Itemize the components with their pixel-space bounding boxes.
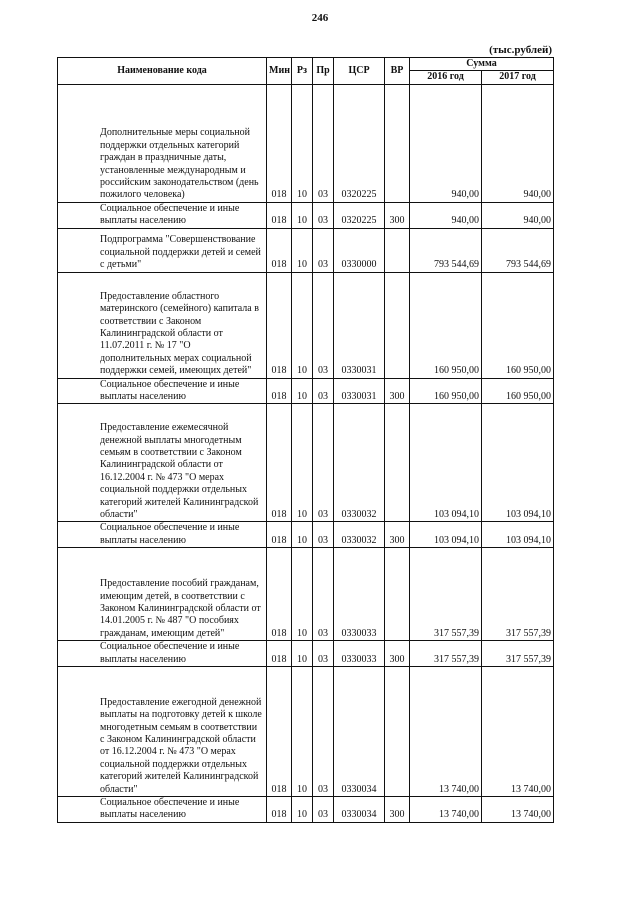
row-csr: 0330033 <box>334 548 385 641</box>
row-csr: 0330032 <box>334 522 385 548</box>
row-pr: 03 <box>313 202 334 228</box>
row-rz: 10 <box>292 404 313 522</box>
row-name: Социальное обеспечение и иные выплаты населению <box>58 202 267 228</box>
row-2017: 13 740,00 <box>482 797 554 823</box>
table-row <box>58 797 554 823</box>
header-2016: 2016 год <box>410 71 482 84</box>
row-rz: 10 <box>292 272 313 378</box>
row-name: Социальное обеспечение и иные выплаты населению <box>58 522 267 548</box>
row-pr: 03 <box>313 667 334 797</box>
row-min: 018 <box>267 202 292 228</box>
row-name: Дополнительные меры социальной поддержки отдельных категорий граждан в праздничные даты, установленные международным и российским законодательством (день пожилого человека) <box>58 84 267 202</box>
row-pr: 03 <box>313 404 334 522</box>
row-2017: 160 950,00 <box>482 272 554 378</box>
row-2017: 103 094,10 <box>482 522 554 548</box>
row-2017: 793 544,69 <box>482 228 554 272</box>
row-2017: 160 950,00 <box>482 378 554 404</box>
header-2017: 2017 год <box>482 71 554 84</box>
row-2017: 317 557,39 <box>482 641 554 667</box>
row-csr: 0330031 <box>334 378 385 404</box>
row-vr <box>385 548 410 641</box>
row-min: 018 <box>267 797 292 823</box>
row-pr: 03 <box>313 272 334 378</box>
row-name: Предоставление пособий гражданам, имеющим детей, в соответствии с Законом Калининградской области от 14.01.2005 г. № 487 "О пособиях гражданам, имеющим детей" <box>58 548 267 641</box>
row-vr <box>385 272 410 378</box>
row-2016: 13 740,00 <box>410 797 482 823</box>
row-2017: 103 094,10 <box>482 404 554 522</box>
row-min: 018 <box>267 378 292 404</box>
row-pr: 03 <box>313 548 334 641</box>
row-vr: 300 <box>385 378 410 404</box>
header-pr: Пр <box>313 58 334 85</box>
row-rz: 10 <box>292 667 313 797</box>
row-pr: 03 <box>313 797 334 823</box>
row-2017: 940,00 <box>482 202 554 228</box>
page-number: 246 <box>311 12 329 24</box>
row-2017: 940,00 <box>482 84 554 202</box>
table-row <box>58 667 554 797</box>
row-rz: 10 <box>292 641 313 667</box>
row-2017: 13 740,00 <box>482 667 554 797</box>
table-row <box>58 378 554 404</box>
row-csr: 0330032 <box>334 404 385 522</box>
table-row <box>58 522 554 548</box>
row-vr <box>385 84 410 202</box>
row-pr: 03 <box>313 522 334 548</box>
header-min: Мин <box>267 58 292 85</box>
row-name: Социальное обеспечение и иные выплаты населению <box>58 641 267 667</box>
row-vr: 300 <box>385 522 410 548</box>
row-rz: 10 <box>292 228 313 272</box>
row-name: Подпрограмма "Совершенствование социальной поддержки детей и семей с детьми" <box>58 228 267 272</box>
table-row <box>58 84 554 202</box>
row-name: Предоставление ежегодной денежной выплаты на подготовку детей к школе многодетным семьям в соответствии с Законом Калининградской области от 16.12.2004 г. № 473 "О мерах социальной поддержки отдельных категорий жителей Калининградской области" <box>58 667 267 797</box>
row-rz: 10 <box>292 797 313 823</box>
row-2016: 160 950,00 <box>410 272 482 378</box>
row-csr: 0330034 <box>334 797 385 823</box>
header-rz: Рз <box>292 58 313 85</box>
row-2016: 940,00 <box>410 84 482 202</box>
row-min: 018 <box>267 404 292 522</box>
table-row <box>58 202 554 228</box>
row-name: Социальное обеспечение и иные выплаты населению <box>58 378 267 404</box>
row-csr: 0330000 <box>334 228 385 272</box>
row-2016: 317 557,39 <box>410 548 482 641</box>
row-csr: 0320225 <box>334 202 385 228</box>
row-csr: 0330034 <box>334 667 385 797</box>
table-row <box>58 641 554 667</box>
row-vr: 300 <box>385 202 410 228</box>
row-rz: 10 <box>292 522 313 548</box>
row-2016: 160 950,00 <box>410 378 482 404</box>
row-name: Социальное обеспечение и иные выплаты населению <box>58 797 267 823</box>
row-2016: 13 740,00 <box>410 667 482 797</box>
row-vr <box>385 404 410 522</box>
table-row <box>58 548 554 641</box>
row-pr: 03 <box>313 84 334 202</box>
row-csr: 0330031 <box>334 272 385 378</box>
row-rz: 10 <box>292 548 313 641</box>
row-csr: 0330033 <box>334 641 385 667</box>
row-2016: 103 094,10 <box>410 404 482 522</box>
row-min: 018 <box>267 641 292 667</box>
row-vr <box>385 667 410 797</box>
row-min: 018 <box>267 228 292 272</box>
row-name: Предоставление областного материнского (семейного) капитала в соответствии с Законом Калининградской области от 11.07.2011 г. № 17 "О дополнительных мерах социальной поддержки семей, имеющих детей" <box>58 272 267 378</box>
row-min: 018 <box>267 667 292 797</box>
unit-note: (тыс.рублей) <box>489 44 552 56</box>
row-2016: 940,00 <box>410 202 482 228</box>
header-csr: ЦСР <box>334 58 385 85</box>
row-min: 018 <box>267 522 292 548</box>
table-row <box>58 228 554 272</box>
row-name: Предоставление ежемесячной денежной выплаты многодетным семьям в соответствии с Законом Калининградской области от 16.12.2004 г. № 473 "О мерах социальной поддержки отдельных категорий жителей Калининградской области" <box>58 404 267 522</box>
budget-table <box>57 57 554 823</box>
row-2016: 103 094,10 <box>410 522 482 548</box>
row-vr <box>385 228 410 272</box>
row-2017: 317 557,39 <box>482 548 554 641</box>
header-name: Наименование кода <box>58 58 267 85</box>
row-vr: 300 <box>385 797 410 823</box>
row-rz: 10 <box>292 378 313 404</box>
row-rz: 10 <box>292 202 313 228</box>
row-min: 018 <box>267 548 292 641</box>
row-min: 018 <box>267 272 292 378</box>
row-vr: 300 <box>385 641 410 667</box>
row-csr: 0320225 <box>334 84 385 202</box>
header-vr: ВР <box>385 58 410 85</box>
row-pr: 03 <box>313 378 334 404</box>
row-pr: 03 <box>313 228 334 272</box>
row-min: 018 <box>267 84 292 202</box>
header-sum: Сумма <box>410 58 554 71</box>
row-pr: 03 <box>313 641 334 667</box>
row-rz: 10 <box>292 84 313 202</box>
table-row <box>58 404 554 522</box>
row-2016: 317 557,39 <box>410 641 482 667</box>
table-row <box>58 272 554 378</box>
row-2016: 793 544,69 <box>410 228 482 272</box>
